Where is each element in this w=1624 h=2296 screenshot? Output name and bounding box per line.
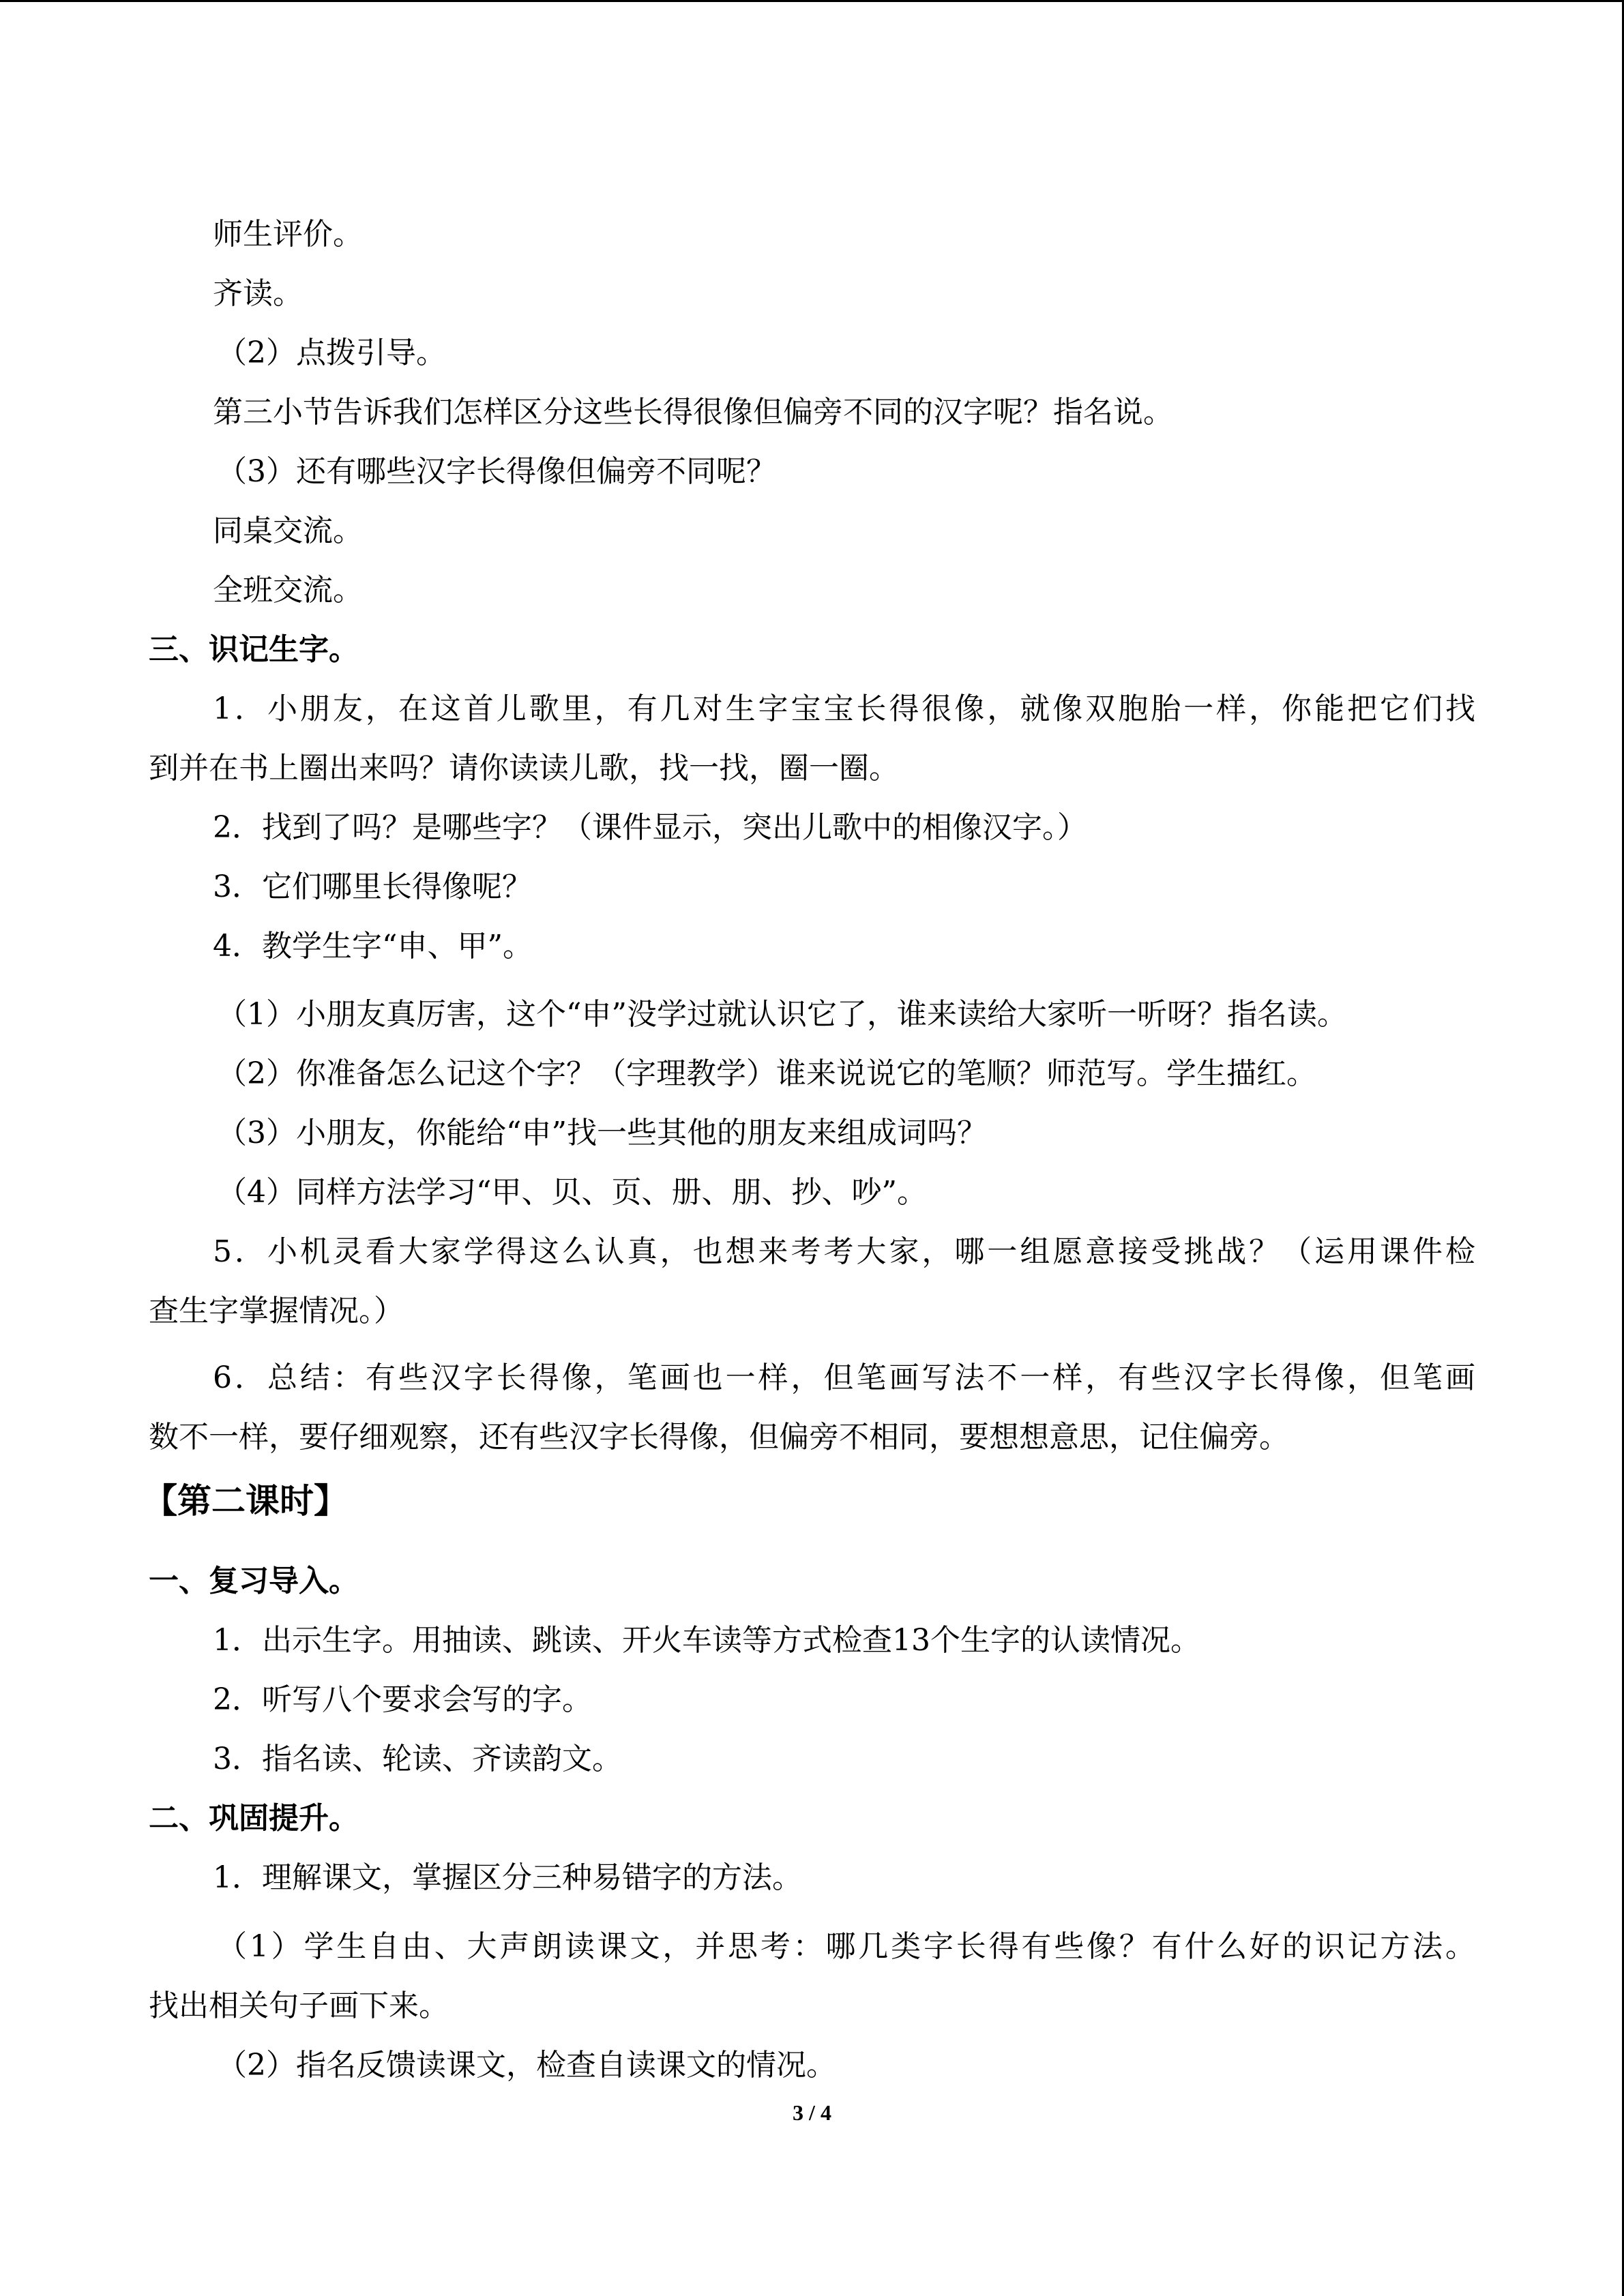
paragraph-line: 5．小机灵看大家学得这么认真，也想来考考大家，哪一组愿意接受挑战？（运用课件检 — [213, 1234, 1475, 1269]
section-heading: 二、巩固提升。 — [149, 1801, 359, 1836]
paragraph-line: 到并在书上圈出来吗？请你读读儿歌，找一找，圈一圈。 — [149, 751, 899, 786]
paragraph-line: 第三小节告诉我们怎样区分这些长得很像但偏旁不同的汉字呢？指名说。 — [213, 395, 1173, 430]
paragraph-line: （2）你准备怎么记这个字？（字理教学）谁来说说它的笔顺？师范写。学生描红。 — [217, 1056, 1316, 1091]
paragraph-line: 查生字掌握情况。） — [149, 1294, 404, 1328]
paragraph-line: （2）点拨引导。 — [217, 336, 446, 370]
lesson-heading: 【第二课时】 — [143, 1480, 348, 1521]
paragraph-line: 数不一样，要仔细观察，还有些汉字长得像，但偏旁不相同，要想想意思，记住偏旁。 — [149, 1420, 1289, 1455]
section-heading: 一、复习导入。 — [149, 1564, 359, 1598]
page-number: 3 / 4 — [793, 2100, 831, 2125]
paragraph-line: 1．理解课文，掌握区分三种易错字的方法。 — [213, 1860, 802, 1895]
paragraph-line: 1．小朋友，在这首儿歌里，有几对生字宝宝长得很像，就像双胞胎一样，你能把它们找 — [213, 691, 1475, 726]
paragraph-line: 同桌交流。 — [213, 513, 363, 548]
paragraph-line: 师生评价。 — [213, 217, 363, 252]
paragraph-line: 找出相关句子画下来。 — [149, 1988, 449, 2023]
paragraph-line: 4．教学生字“申、甲”。 — [213, 929, 533, 964]
paragraph-line: 6．总结：有些汉字长得像，笔画也一样，但笔画写法不一样，有些汉字长得像，但笔画 — [213, 1360, 1475, 1395]
paragraph-line: 3．指名读、轮读、齐读韵文。 — [213, 1742, 622, 1776]
section-heading: 三、识记生字。 — [149, 632, 359, 667]
paragraph-line: 2．找到了吗？是哪些字？（课件显示，突出儿歌中的相像汉字。） — [213, 810, 1087, 845]
paragraph-line: 全班交流。 — [213, 573, 363, 608]
paragraph-line: （4）同样方法学习“甲、贝、页、册、朋、抄、吵”。 — [217, 1175, 927, 1210]
paragraph-line: （1）小朋友真厉害，这个“申”没学过就认识它了，谁来读给大家听一听呀？指名读。 — [217, 997, 1347, 1032]
paragraph-line: （2）指名反馈读课文，检查自读课文的情况。 — [217, 2048, 836, 2083]
paragraph-line: （3）小朋友，你能给“申”找一些其他的朋友来组成词吗？ — [217, 1116, 987, 1150]
paragraph-line: 齐读。 — [213, 276, 303, 311]
paragraph-line: （3）还有哪些汉字长得像但偏旁不同呢？ — [217, 454, 776, 489]
paragraph-line: 2．听写八个要求会写的字。 — [213, 1682, 592, 1717]
paragraph-line: 1．出示生字。用抽读、跳读、开火车读等方式检查13个生字的认读情况。 — [213, 1623, 1200, 1658]
paragraph-line: 3．它们哪里长得像呢？ — [213, 869, 532, 904]
paragraph-line: （1）学生自由、大声朗读课文，并思考：哪几类字长得有些像？有什么好的识记方法。 — [217, 1929, 1475, 1964]
